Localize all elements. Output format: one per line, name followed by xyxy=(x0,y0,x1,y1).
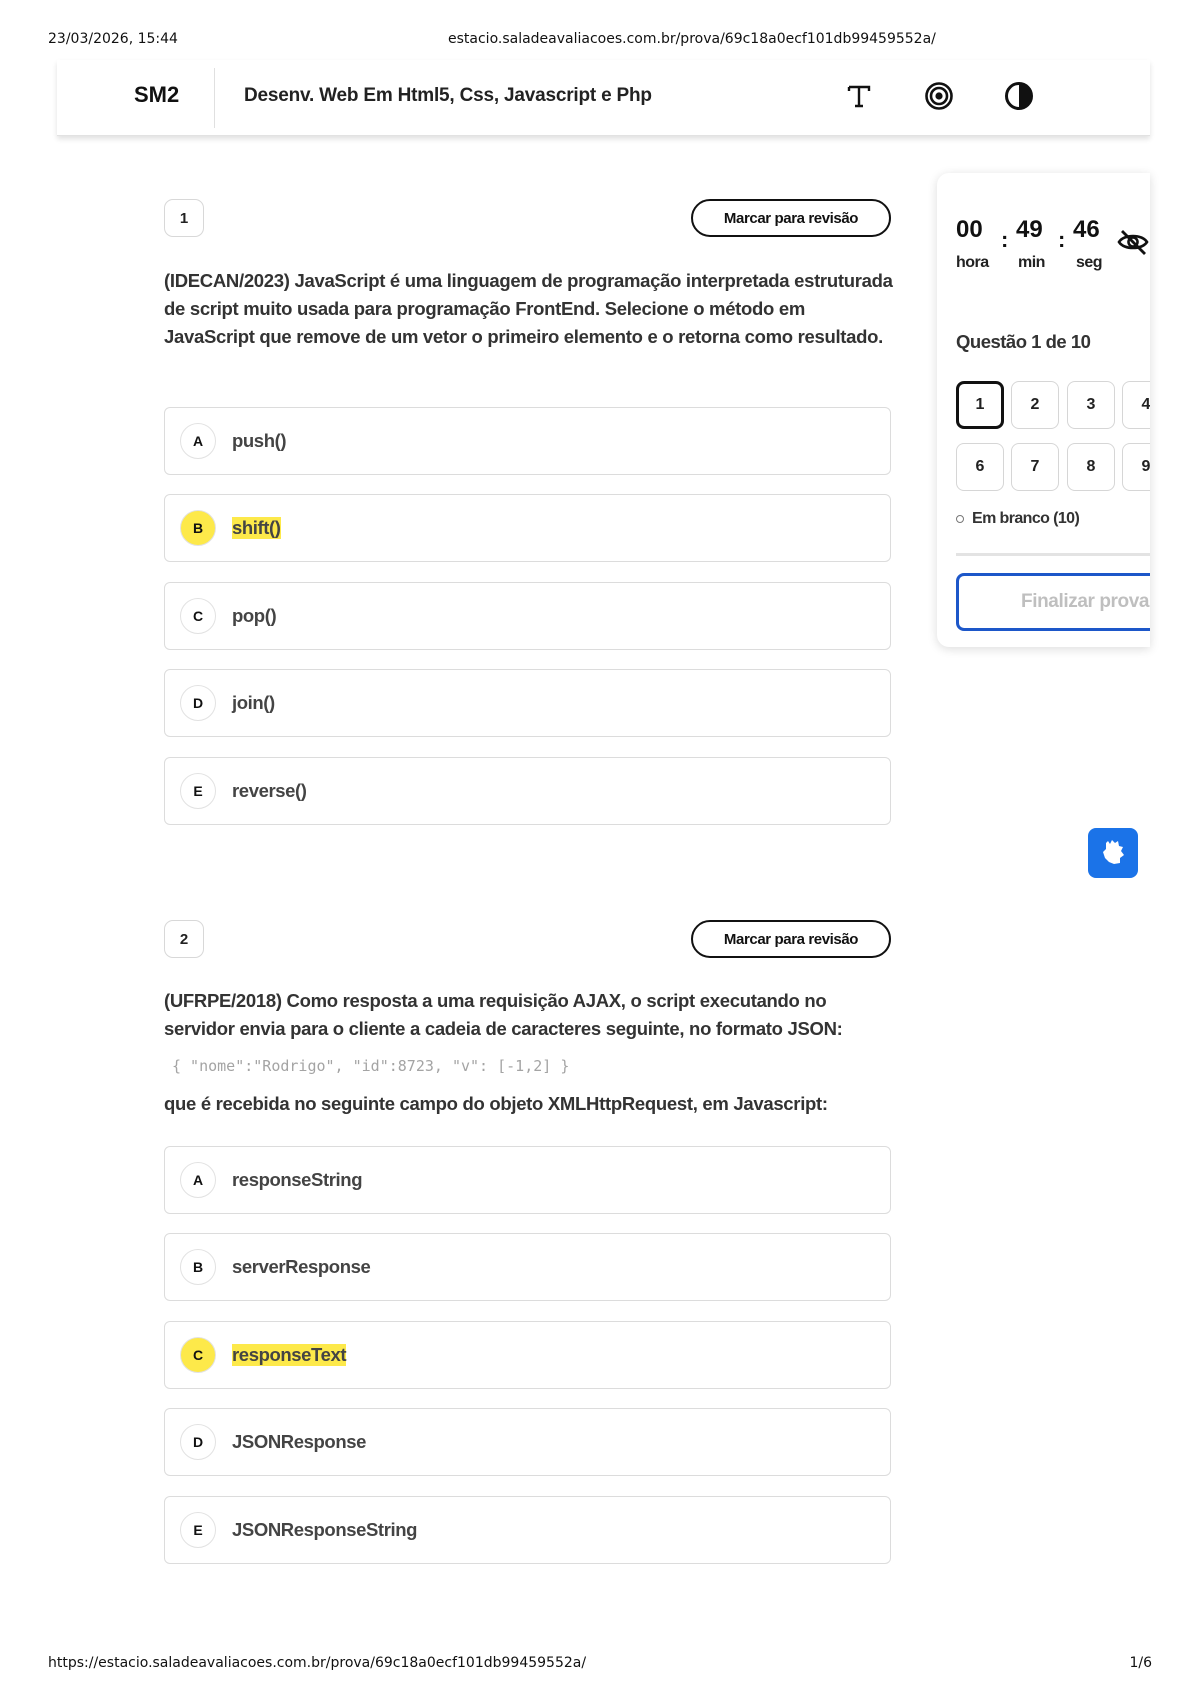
option-letter: A xyxy=(180,1162,216,1198)
option-e[interactable] xyxy=(164,1496,891,1564)
nav-question-9[interactable]: 9 xyxy=(1122,443,1150,491)
nav-question-3[interactable]: 3 xyxy=(1067,381,1115,429)
brand-logo: SM2 xyxy=(134,82,180,107)
nav-question-7[interactable]: 7 xyxy=(1011,443,1059,491)
timer-minutes: 49 xyxy=(1016,216,1043,243)
option-text-highlighted: shift() xyxy=(232,517,281,538)
option-text-highlighted: responseText xyxy=(232,1344,347,1365)
focus-target-icon xyxy=(924,81,954,111)
blank-status-dot xyxy=(956,515,964,523)
question-text: (UFRPE/2018) Como resposta a uma requisição AJAX, o script executando no servidor envia para o cliente a cadeia de caracteres seguinte, no formato JSON: xyxy=(164,990,843,1039)
question-text: (IDECAN/2023) JavaScript é uma linguagem de programação interpretada estruturada de script muito usada para programação FrontEnd. Selecione o método em JavaScript que remove de um vetor o primeiro elemento e o retorna como resultado. xyxy=(164,270,893,347)
timer-separator: : xyxy=(1058,227,1066,252)
exam-sidebar xyxy=(937,173,1150,647)
question-number-badge: 1 xyxy=(164,199,204,237)
json-code-snippet: { "nome":"Rodrigo", "id":8723, "v": [-1,2] } xyxy=(172,1057,570,1075)
nav-question-6[interactable]: 6 xyxy=(956,443,1004,491)
sign-language-hand-icon xyxy=(1097,837,1129,869)
option-letter: E xyxy=(180,1512,216,1548)
finish-exam-button[interactable]: Finalizar prova xyxy=(956,573,1150,631)
option-e[interactable] xyxy=(164,757,891,825)
contrast-icon xyxy=(1004,81,1034,111)
course-title: Desenv. Web Em Html5, Css, Javascript e Php xyxy=(244,85,652,106)
question-number-badge: 2 xyxy=(164,920,204,958)
nav-question-4[interactable]: 4 xyxy=(1122,381,1150,429)
option-text: push() xyxy=(232,430,287,451)
option-letter: B xyxy=(180,1249,216,1285)
option-text: serverResponse xyxy=(232,1256,371,1277)
app-header xyxy=(57,60,1150,136)
option-b[interactable] xyxy=(164,494,891,562)
mark-for-review-button[interactable]: Marcar para revisão xyxy=(691,199,891,237)
option-letter: B xyxy=(180,510,216,546)
nav-question-8[interactable]: 8 xyxy=(1067,443,1115,491)
option-text: responseString xyxy=(232,1169,363,1190)
option-letter: C xyxy=(180,598,216,634)
timer-minutes-label: min xyxy=(1018,254,1045,271)
sidebar-divider xyxy=(956,553,1150,556)
option-c[interactable] xyxy=(164,1321,891,1389)
option-letter: A xyxy=(180,423,216,459)
nav-question-1[interactable]: 1 xyxy=(956,381,1004,429)
timer-hours-label: hora xyxy=(956,254,989,271)
option-a[interactable] xyxy=(164,407,891,475)
option-letter: E xyxy=(180,773,216,809)
nav-question-2[interactable]: 2 xyxy=(1011,381,1059,429)
accessibility-button[interactable] xyxy=(1088,828,1138,878)
option-c[interactable] xyxy=(164,582,891,650)
blank-count xyxy=(956,510,1079,528)
option-letter: C xyxy=(180,1337,216,1373)
option-a[interactable] xyxy=(164,1146,891,1214)
option-text: pop() xyxy=(232,605,277,626)
option-text: join() xyxy=(232,692,275,713)
blank-count-label: Em branco (10) xyxy=(972,510,1080,527)
option-letter: D xyxy=(180,1424,216,1460)
timer-seconds-label: seg xyxy=(1076,254,1103,271)
print-datetime: 23/03/2026, 15:44 xyxy=(48,31,178,47)
mark-for-review-button[interactable]: Marcar para revisão xyxy=(691,920,891,958)
question-text-continued: que é recebida no seguinte campo do objeto XMLHttpRequest, em Javascript: xyxy=(164,1093,828,1114)
option-b[interactable] xyxy=(164,1233,891,1301)
option-text: JSONResponseString xyxy=(232,1519,418,1540)
option-d[interactable] xyxy=(164,669,891,737)
timer-separator: : xyxy=(1001,227,1009,252)
header-divider xyxy=(214,68,215,128)
eye-off-icon xyxy=(1116,225,1150,259)
print-page-number: 1/6 xyxy=(1129,1655,1152,1671)
print-footer-url: https://estacio.saladeavaliacoes.com.br/prova/69c18a0ecf101db99459552a/ xyxy=(48,1655,587,1671)
option-text: JSONResponse xyxy=(232,1431,366,1452)
option-text: reverse() xyxy=(232,780,307,801)
font-size-button[interactable] xyxy=(839,76,879,116)
option-d[interactable] xyxy=(164,1408,891,1476)
focus-mode-button[interactable] xyxy=(919,76,959,116)
contrast-button[interactable] xyxy=(999,76,1039,116)
timer-hours: 00 xyxy=(956,216,983,243)
print-url: estacio.saladeavaliacoes.com.br/prova/69c18a0ecf101db99459552a/ xyxy=(448,31,936,47)
option-letter: D xyxy=(180,685,216,721)
question-counter: Questão 1 de 10 xyxy=(956,331,1091,352)
font-size-icon xyxy=(845,82,873,110)
timer-seconds: 46 xyxy=(1073,216,1100,243)
hide-timer-button[interactable] xyxy=(1116,225,1150,259)
